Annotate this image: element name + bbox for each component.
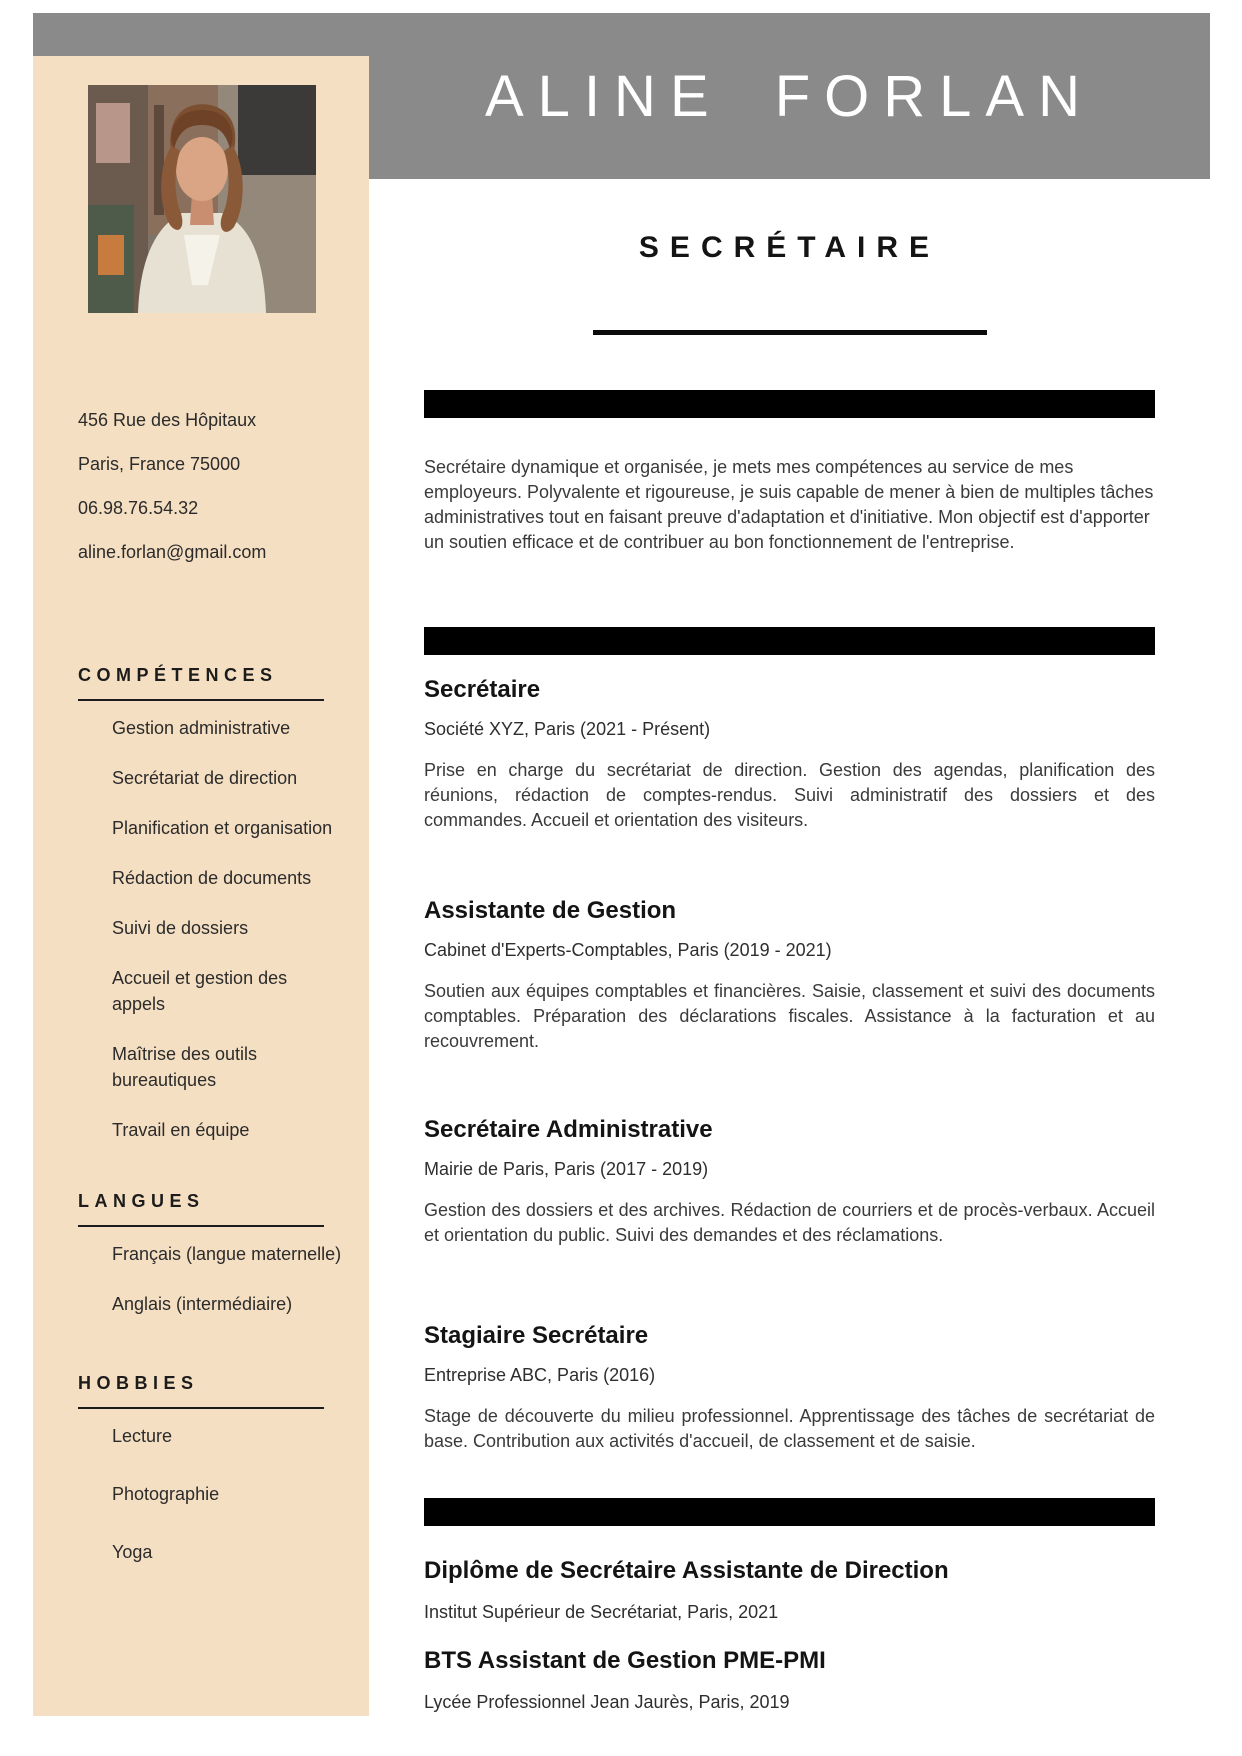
profile-section-bar	[424, 390, 1155, 418]
education-entry	[424, 1646, 1155, 1714]
education-entry	[424, 1556, 1155, 1624]
skill-item: Planification et organisation	[112, 818, 333, 838]
skill-item: Travail en équipe	[112, 1120, 250, 1140]
langues-heading: LANGUES	[78, 1191, 205, 1211]
profile-photo	[88, 85, 316, 313]
experience-org: Mairie de Paris, Paris (2017 - 2019)	[424, 1159, 709, 1179]
hobby-item: Photographie	[112, 1484, 220, 1504]
contact-address-line1: 456 Rue des Hôpitaux	[78, 410, 257, 430]
main-column	[424, 0, 1155, 1756]
education-degree: Diplôme de Secrétaire Assistante de Direction	[424, 1557, 949, 1584]
experience-role: Assistante de Gestion	[424, 897, 677, 924]
skill-item: Accueil et gestion des appels	[112, 968, 288, 1014]
competences-heading: COMPÉTENCES	[78, 665, 278, 685]
job-title: SECRÉTAIRE	[638, 231, 941, 264]
skill-item: Maîtrise des outils bureautiques	[112, 1044, 258, 1090]
title-divider	[593, 330, 987, 335]
experience-role: Secrétaire Administrative	[424, 1116, 713, 1143]
experience-entry	[424, 676, 1155, 833]
education-school: Institut Supérieur de Secrétariat, Paris, 2021	[424, 1602, 779, 1622]
experience-org: Société XYZ, Paris (2021 - Présent)	[424, 719, 711, 739]
contact-address-line2: Paris, France 75000	[78, 454, 241, 474]
experience-org: Entreprise ABC, Paris (2016)	[424, 1365, 656, 1385]
experience-org: Cabinet d'Experts-Comptables, Paris (2019 - 2021)	[424, 940, 832, 960]
langues-section	[33, 1189, 369, 1317]
competences-section	[33, 663, 369, 1143]
hobbies-section	[33, 1371, 369, 1565]
profile-summary: Secrétaire dynamique et organisée, je mets mes compétences au service de mes employeurs. Polyvalente et rigoureuse, je suis capable de mener à bien de multiples tâches administratives tout en faisant preuve d'adaptation et d'initiative. Mon objectif est d'apporter un soutien efficace et de contribuer au bon fonctionnement de l'entreprise.	[424, 457, 1154, 552]
contact-block	[33, 409, 369, 563]
experience-description: Gestion des dossiers et des archives. Rédaction de courriers et de procès-verbaux. Accueil et orientation du public. Suivi des demandes et des réclamations.	[424, 1200, 1155, 1245]
hobbies-heading: HOBBIES	[78, 1373, 199, 1393]
skill-item: Gestion administrative	[112, 718, 291, 738]
experience-entry	[424, 1322, 1155, 1454]
hobby-item: Lecture	[112, 1426, 173, 1446]
contact-phone: 06.98.76.54.32	[78, 498, 199, 518]
experience-description: Stage de découverte du milieu professionnel. Apprentissage des tâches de secrétariat de base. Contribution aux activités d'accueil, de classement et de saisie.	[424, 1406, 1155, 1451]
langues-underline	[78, 1225, 324, 1227]
education-school: Lycée Professionnel Jean Jaurès, Paris, 2019	[424, 1692, 790, 1712]
skill-item: Rédaction de documents	[112, 868, 312, 888]
hobbies-underline	[78, 1407, 324, 1409]
person-name: ALINE FORLAN	[485, 63, 1094, 129]
langues-list	[112, 1241, 369, 1317]
experience-description: Soutien aux équipes comptables et financières. Saisie, classement et suivi des documents comptables. Préparation des déclarations fiscales. Assistance à la facturation et au recouvrement.	[424, 981, 1155, 1051]
competences-list	[112, 715, 369, 1143]
hobbies-list	[112, 1423, 369, 1565]
experience-description: Prise en charge du secrétariat de direction. Gestion des agendas, planification des réunions, rédaction de comptes-rendus. Suivi administratif des dossiers et des commandes. Accueil et orientation des visiteurs.	[424, 760, 1155, 830]
language-item: Français (langue maternelle)	[112, 1244, 342, 1264]
experience-section-bar	[424, 627, 1155, 655]
experience-role: Secrétaire	[424, 676, 541, 703]
skill-item: Suivi de dossiers	[112, 918, 249, 938]
contact-email: aline.forlan@gmail.com	[78, 542, 267, 562]
education-degree: BTS Assistant de Gestion PME-PMI	[424, 1647, 826, 1674]
skill-item: Secrétariat de direction	[112, 768, 298, 788]
experience-role: Stagiaire Secrétaire	[424, 1322, 649, 1349]
competences-underline	[78, 699, 324, 701]
hobby-item: Yoga	[112, 1542, 153, 1562]
sidebar	[33, 56, 369, 1716]
experience-entry	[424, 897, 1155, 1054]
language-item: Anglais (intermédiaire)	[112, 1294, 293, 1314]
education-section-bar	[424, 1498, 1155, 1526]
experience-entry	[424, 1116, 1155, 1248]
